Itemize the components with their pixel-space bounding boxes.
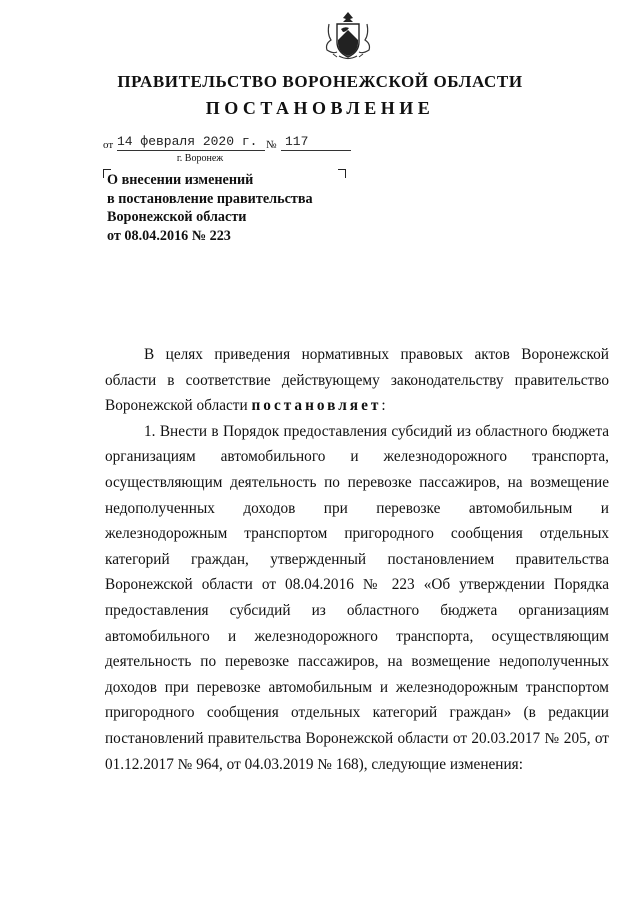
subject-line: О внесении изменений bbox=[107, 172, 254, 188]
number-label: № bbox=[266, 139, 277, 151]
from-label: от bbox=[103, 139, 114, 151]
city-label: г. Воронеж bbox=[176, 153, 224, 164]
preamble-text: В целях приведения нормативных правовых актов Воронежской области в соответствие действующему законодательству правительство Воронежской области bbox=[105, 346, 609, 415]
coat-of-arms-icon bbox=[323, 10, 373, 62]
preamble-end: : bbox=[381, 397, 386, 415]
decree-word: постановляет bbox=[251, 397, 382, 415]
document-date-number-row bbox=[103, 134, 363, 154]
government-title: ПРАВИТЕЛЬСТВО ВОРОНЕЖСКОЙ ОБЛАСТИ bbox=[117, 72, 523, 91]
paragraph-item-1: 1. Внести в Порядок предоставления субсидий из областного бюджета организациям автомобильного и железнодорожного транспорта, осуществляющим деятельность по перевозке пассажиров, на возмещение недополученных доходов при перевозке автомобильным и железнодорожным транспортом пригородного сообщения отдельных категорий граждан, утвержденный постановлением правительства Воронежской области от 08.04.2016 № 223 «Об утверждении Порядка предоставления субсидий из областного бюджета организациям автомобильного и железнодорожного транспорта, осуществляющим деятельность по перевозке пассажиров, на возмещение недополученных доходов при перевозке автомобильным и железнодорожным транспортом пригородного сообщения отдельных категорий граждан» (в редакции постановлений правительства Воронежской области от 20.03.2017 № 205, от 01.12.2017 № 964, от 04.03.2019 № 168), следующие изменения: bbox=[105, 422, 609, 773]
subject-line: Воронежской области bbox=[107, 209, 247, 225]
document-subject bbox=[107, 171, 347, 245]
paragraph-preamble bbox=[105, 342, 609, 419]
number-underline bbox=[281, 150, 351, 151]
document-number: 117 bbox=[285, 134, 309, 149]
subject-line: в постановление правительства bbox=[107, 190, 313, 207]
subject-line: от 08.04.2016 № 223 bbox=[107, 227, 231, 244]
document-type: ПОСТАНОВЛЕНИЕ bbox=[205, 98, 435, 118]
date-underline bbox=[117, 150, 265, 151]
document-date: 14 февраля 2020 г. bbox=[117, 134, 258, 149]
document-body bbox=[105, 342, 609, 777]
